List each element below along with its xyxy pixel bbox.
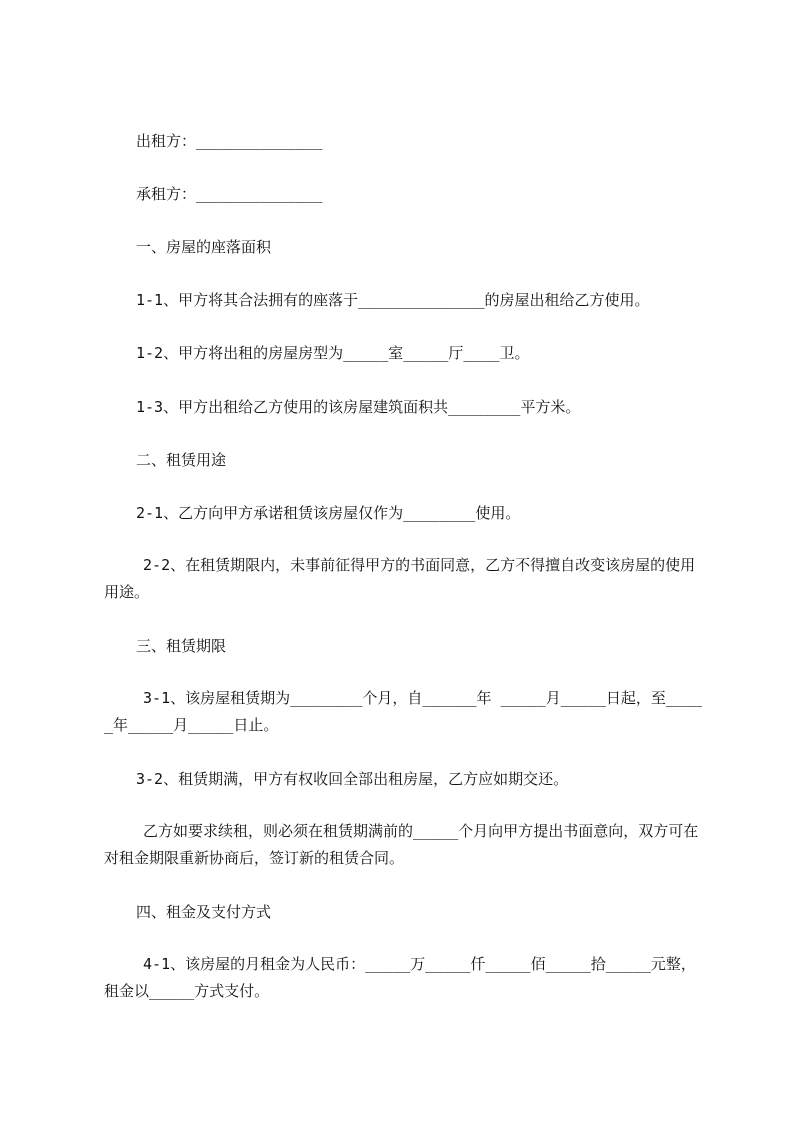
clause-3-1: 3-1、该房屋租赁期为________个月，自______年 _____月_____日起，至_____年_____月_____日止。 xyxy=(104,689,703,734)
clause-2-2: 2-2、在租赁期限内，未事前征得甲方的书面同意，乙方不得擅自改变该房屋的使用用途。 xyxy=(104,556,696,601)
clause-2-1: 2-1、乙方向甲方承诺租赁该房屋仅作为________使用。 xyxy=(136,504,521,522)
clause-3-renewal: 乙方如要求续租，则必须在租赁期满前的_____个月向甲方提出书面意向，双方可在对租金期限重新协商后，签订新的租赁合同。 xyxy=(104,822,699,867)
clause-1-1: 1-1、甲方将其合法拥有的座落于______________的房屋出租给乙方使用。 xyxy=(136,291,650,309)
clause-1-2: 1-2、甲方将出租的房屋房型为_____室_____厅____卫。 xyxy=(136,344,530,362)
clause-3-2: 3-2、租赁期满，甲方有权收回全部出租房屋，乙方应如期交还。 xyxy=(136,770,569,788)
section-2-heading: 二、租赁用途 xyxy=(136,451,227,469)
lessor-line: 出租方：______________ xyxy=(136,132,323,150)
clause-1-3: 1-3、甲方出租给乙方使用的该房屋建筑面积共________平方米。 xyxy=(136,398,581,416)
clause-4-1: 4-1、该房屋的月租金为人民币：_____万_____仟_____佰_____拾_____元整，租金以_____方式支付。 xyxy=(104,955,696,1000)
section-4-heading: 四、租金及支付方式 xyxy=(136,903,272,921)
section-3-heading: 三、租赁期限 xyxy=(136,637,227,655)
section-1-heading: 一、房屋的座落面积 xyxy=(136,238,272,256)
lessee-line: 承租方：______________ xyxy=(136,185,323,203)
